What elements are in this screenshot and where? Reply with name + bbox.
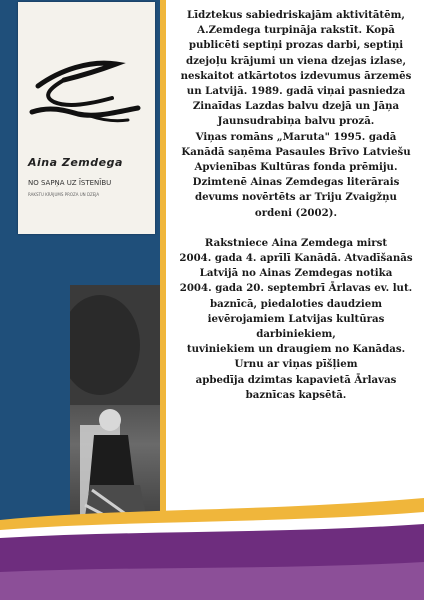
text-line: baznīcā, piedaloties daudziem <box>209 297 383 310</box>
text-line: devums novērtēts ar Triju Zvaigžņu <box>195 191 397 204</box>
paragraph-1 <box>172 8 420 221</box>
article-text <box>172 8 420 403</box>
text-line: Latvijā no Ainas Zemdegas notika <box>199 267 393 280</box>
text-line: A.Zemdega turpināja rakstīt. Kopā <box>197 24 395 37</box>
footer-waves <box>0 490 424 600</box>
text-line: 2004. gada 4. aprīlī Kanādā. Atvadīšanās <box>179 252 413 265</box>
brush-stroke-icon <box>20 50 150 140</box>
text-line: publicēti septiņi prozas darbi, septiņi <box>188 39 404 52</box>
text-line: Zinaīdas Lazdas balvu dzejā un Jāņa <box>192 100 400 113</box>
text-line: Jaunsudrabiņa balvu prozā. <box>217 115 375 128</box>
text-line: un Latvijā. 1989. gadā viņai pasniedza <box>186 85 406 98</box>
text-line: Līdztekus sabiedriskajām aktivitātēm, <box>187 9 405 21</box>
paragraph-gap <box>172 221 420 236</box>
text-line: Apvienības Kultūras fonda prēmiju. <box>194 161 398 174</box>
paragraph-2 <box>172 236 420 403</box>
text-line: apbedīja dzimtas kapavietā Ārlavas <box>195 373 397 386</box>
text-line: tuviniekiem un draugiem no Kanādas. <box>186 343 406 356</box>
text-line: Rakstniece Aina Zemdega mirst <box>204 236 388 249</box>
book-subtitle: RAKSTU KRĀJUMS PROZA UN DZEJA <box>28 192 100 197</box>
text-line: ievērojamiem Latvijas kultūras <box>207 312 385 325</box>
text-line: dzejoļu krājumi un viena dzejas izlase, <box>185 54 407 67</box>
book-author: Aina Zemdega <box>28 156 123 169</box>
text-line: Viņas romāns „Maruta" 1995. gadā <box>195 130 397 143</box>
text-line: 2004. gada 20. septembrī Ārlavas ev. lut. <box>179 282 413 295</box>
book-title: NO SAPŅA UZ ĪSTENĪBU <box>28 179 112 187</box>
text-line: darbiniekiem, <box>256 328 336 341</box>
text-line: Urnu ar viņas pīšļiem <box>234 358 358 371</box>
text-line: Dzimtenē Ainas Zemdegas literārais <box>192 176 400 189</box>
text-line: ordeni (2002). <box>254 206 338 219</box>
text-line: Kanādā saņēma Pasaules Brīvo Latviešu <box>181 145 411 158</box>
book-cover <box>18 2 155 234</box>
text-line: neskaitot atkārtotos izdevumus ārzemēs <box>180 69 412 82</box>
text-line: baznīcas kapsētā. <box>245 388 347 401</box>
